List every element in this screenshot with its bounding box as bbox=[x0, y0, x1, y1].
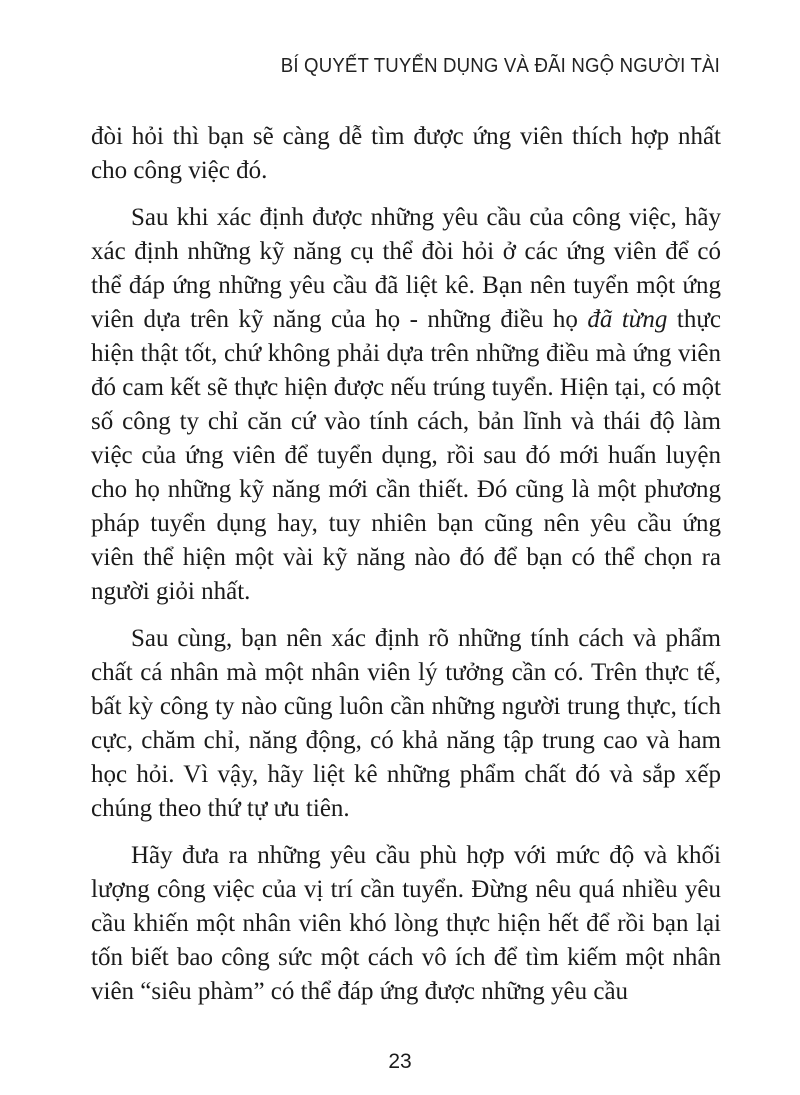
text-run: Sau cùng, bạn nên xác định rõ những tính cách và phẩm chất cá nhân mà một nhân viên lý tưởng cần có. Trên thực tế, bất kỳ công ty nào cũng luôn cần những người trung thực, tích cực, chăm chỉ, năng động, có khả năng tập trung cao và ham học hỏi. Vì vậy, hãy liệt kê những phẩm chất đó và sắp xếp chúng theo thứ tự ưu tiên. bbox=[91, 625, 721, 822]
paragraph bbox=[91, 120, 721, 188]
text-run-italic: đã từng bbox=[587, 306, 668, 333]
running-header: BÍ QUYẾT TUYỂN DỤNG VÀ ĐÃI NGỘ NGƯỜI TÀI bbox=[280, 55, 720, 77]
text-run: đòi hỏi thì bạn sẽ càng dễ tìm được ứng viên thích hợp nhất cho công việc đó. bbox=[91, 123, 721, 184]
text-run: thực hiện thật tốt, chứ không phải dựa trên những điều mà ứng viên đó cam kết sẽ thực hiện được nếu trúng tuyển. Hiện tại, có một số công ty chỉ căn cứ vào tính cách, bản lĩnh và thái độ làm việc của ứng viên để tuyển dụng, rồi sau đó mới huấn luyện cho họ những kỹ năng mới cần thiết. Đó cũng là một phương pháp tuyển dụng hay, tuy nhiên bạn cũng nên yêu cầu ứng viên thể hiện một vài kỹ năng nào đó để bạn có thể chọn ra người giỏi nhất. bbox=[91, 306, 721, 605]
page-body bbox=[91, 120, 721, 1022]
text-run: Sau khi xác định được những yêu cầu của công việc, hãy xác định những kỹ năng cụ thể đòi hỏi ở các ứng viên để có thể đáp ứng những yêu cầu đã liệt kê. Bạn nên tuyển một ứng viên dựa trên kỹ năng của họ - những điều họ bbox=[91, 204, 721, 333]
paragraph bbox=[91, 201, 721, 609]
page-number: 23 bbox=[388, 1050, 412, 1073]
text-run: Hãy đưa ra những yêu cầu phù hợp với mức độ và khối lượng công việc của vị trí cần tuyển. Đừng nêu quá nhiều yêu cầu khiến một nhân viên khó lòng thực hiện hết để rồi bạn lại tốn biết bao công sức một cách vô ích để tìm kiếm một nhân viên “siêu phàm” có thể đáp ứng được những yêu cầu bbox=[91, 842, 721, 1005]
paragraph bbox=[91, 839, 721, 1009]
paragraph bbox=[91, 622, 721, 826]
